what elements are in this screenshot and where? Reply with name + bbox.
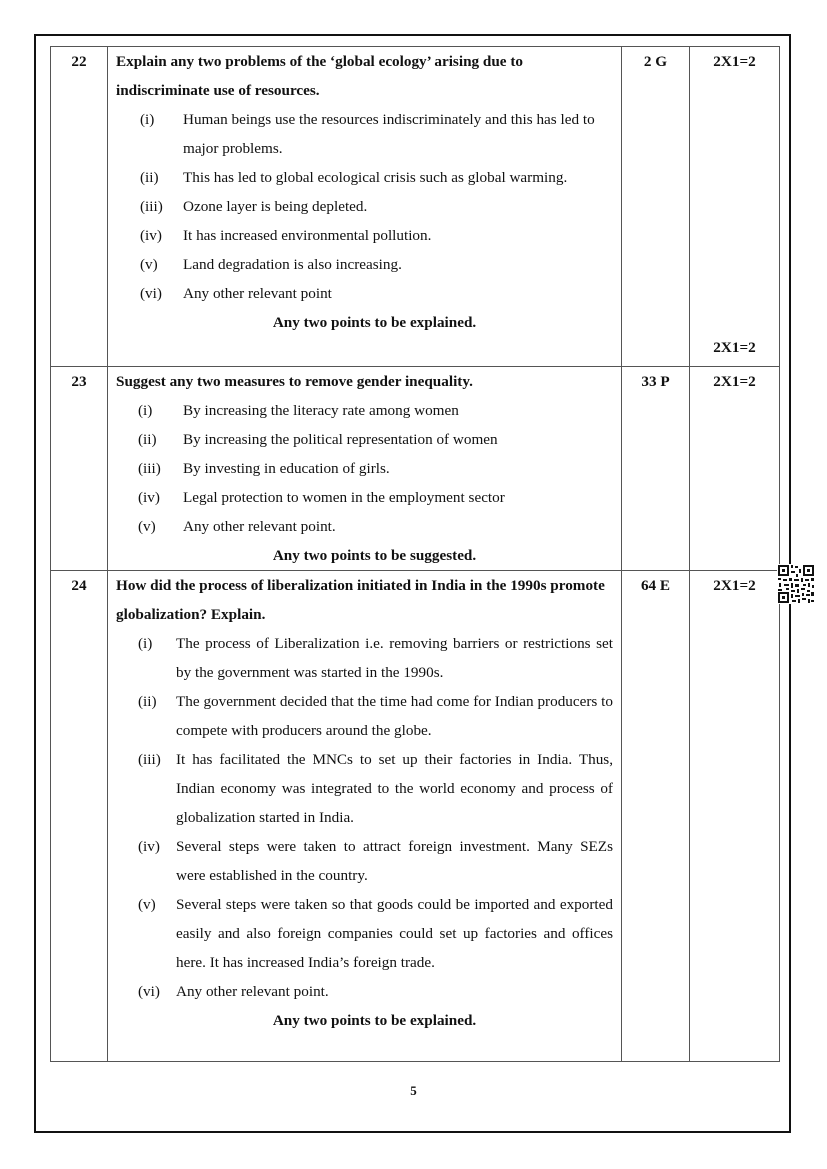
page-number: 5 [410, 1083, 417, 1098]
answer-point: (i) The process of Liberalization i.e. removing barriers or restrictions set by the government was started in the 1990s. [138, 635, 613, 681]
answer-note: Any two points to be suggested. [272, 547, 477, 564]
marks-value: 2X1=2 [713, 53, 756, 70]
question-text: How did the process of liberalization initiated in India in the 1990s promote globalization? Explain. [116, 577, 605, 623]
answer-point: (v) Several steps were taken so that goods could be imported and exported easily and also foreign companies could set up factories and offices here. It has increased India’s foreign trade. [138, 896, 613, 971]
question-reference: 2 G [622, 47, 690, 367]
question-number: 22 [51, 47, 108, 367]
answer-note: Any two points to be explained. [272, 1012, 477, 1029]
answer-point: (vi) Any other relevant point [140, 285, 332, 302]
answer-point: (v) Land degradation is also increasing. [140, 256, 402, 273]
marks-value: 2X1=2 [713, 339, 756, 356]
answer-point: (iii) It has facilitated the MNCs to set up their factories in India. Thus, Indian economy was integrated to the world economy and process of globalization started in India. [138, 751, 613, 826]
answer-point: (i) By increasing the literacy rate among women [138, 402, 459, 419]
marks-cell [690, 47, 780, 367]
answer-note: Any two points to be explained. [272, 314, 477, 331]
question-number: 24 [51, 571, 108, 1062]
question-text: Explain any two problems of the ‘global ecology’ arising due to indiscriminate use of resources. [116, 53, 523, 99]
answer-point: (v) Any other relevant point. [138, 518, 336, 535]
question-reference: 33 P [622, 367, 690, 571]
answer-point: (iv) It has increased environmental pollution. [140, 227, 432, 244]
answer-point: (iii) By investing in education of girls. [138, 460, 390, 477]
question-row [51, 47, 780, 367]
question-number: 23 [51, 367, 108, 571]
question-content [108, 367, 622, 571]
question-content [108, 571, 622, 1062]
answer-point: (iii) Ozone layer is being depleted. [140, 198, 368, 215]
marks-value: 2X1=2 [690, 571, 780, 1062]
question-text: Suggest any two measures to remove gender inequality. [116, 373, 473, 390]
marking-scheme-table [50, 46, 780, 1062]
question-reference: 64 E [622, 571, 690, 1062]
answer-point: (iv) Legal protection to women in the employment sector [138, 489, 505, 506]
answer-point: (iv) Several steps were taken to attract foreign investment. Many SEZs were established in the country. [138, 838, 613, 884]
answer-point: (ii) The government decided that the time had come for Indian producers to compete with producers around the globe. [138, 693, 613, 739]
question-row [51, 571, 780, 1062]
answer-point: (vi) Any other relevant point. [138, 983, 329, 1000]
question-content [108, 47, 622, 367]
question-row [51, 367, 780, 571]
answer-point: (ii) This has led to global ecological crisis such as global warming. [140, 169, 568, 186]
marks-value: 2X1=2 [690, 367, 780, 571]
qr-code-icon [777, 564, 815, 604]
answer-point: (ii) By increasing the political representation of women [138, 431, 498, 448]
answer-point: (i) Human beings use the resources indiscriminately and this has led to major problems. [140, 111, 595, 157]
